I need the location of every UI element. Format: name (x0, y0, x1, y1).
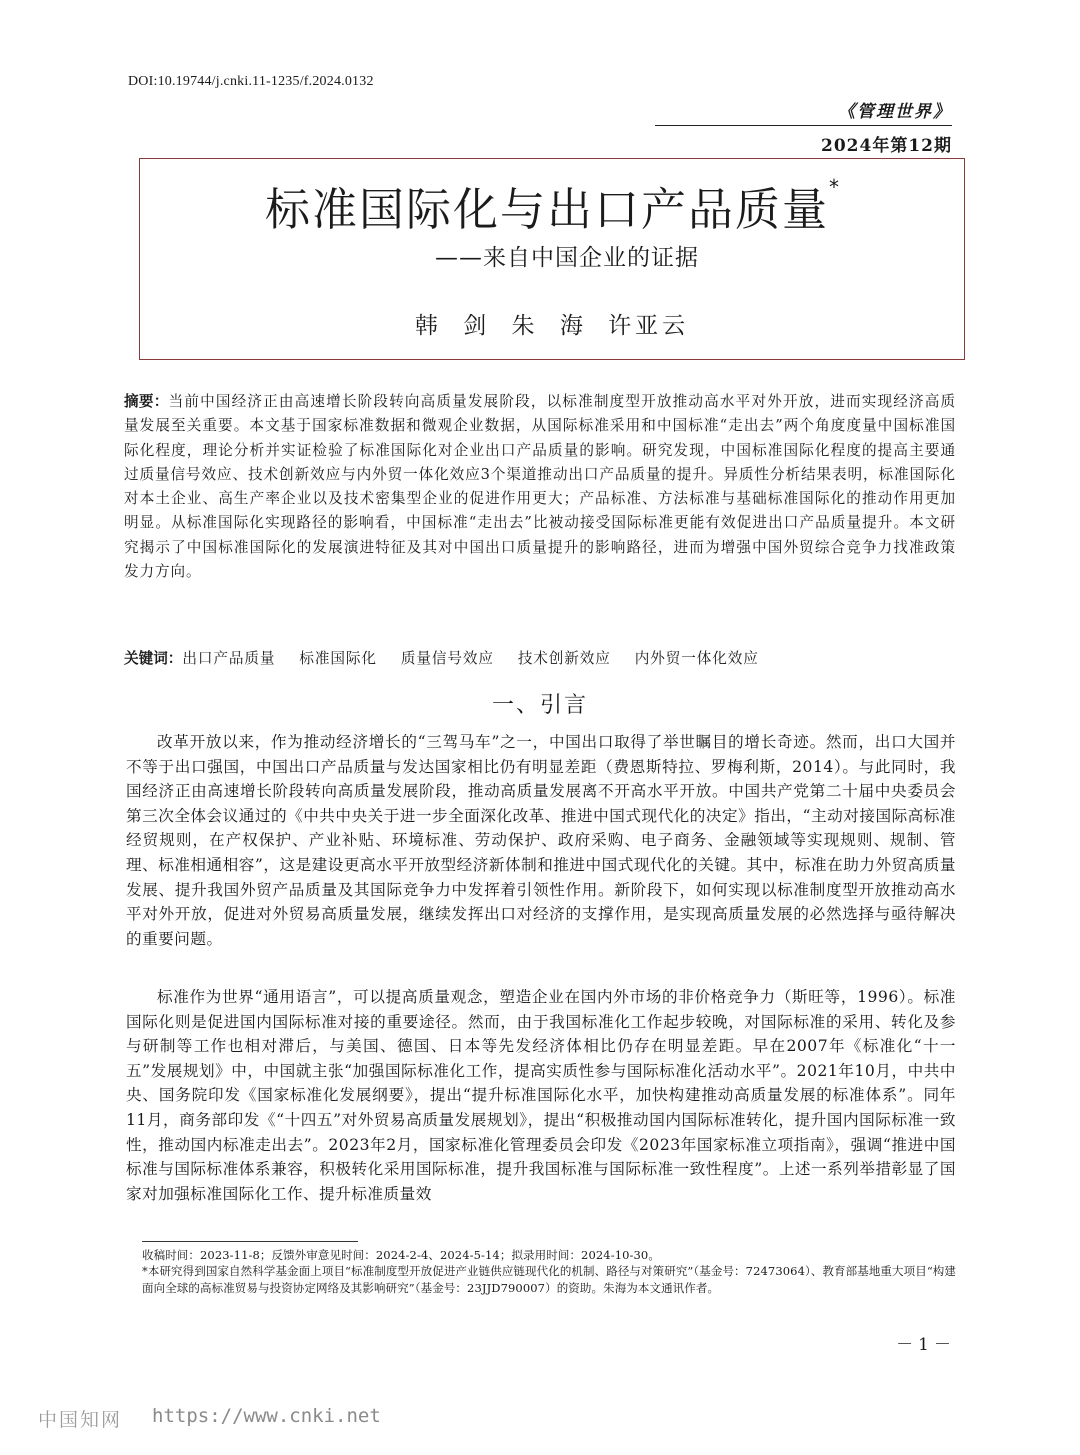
abstract (124, 390, 956, 584)
footnote-funding: *本研究得到国家自然科学基金面上项目“标准制度型开放促进产业链供应链现代化的机制、路径与对策研究”（基金号：72473064）、教育部基地重大项目“构建面向全球的高标准贸易与投资协定网络及其影响研究”（基金号：23JJD790007）的资助。朱海为本文通讯作者。 (142, 1264, 957, 1295)
author-name: 韩 (414, 313, 442, 339)
keyword: 质量信号效应 (400, 650, 494, 667)
keywords (124, 647, 956, 671)
section-heading: 一、引言 (491, 693, 588, 718)
body-paragraph: 标准作为世界“通用语言”，可以提高质量观念，塑造企业在国内外市场的非价格竞争力（斯旺等，1996）。标准国际化则是促进国内国际标准对接的重要途径。然而，由于我国标准化工作起步较晚，对国际标准的采用、转化及参与研制等工作也相对滞后，与美国、德国、日本等先发经济体相比仍存在明显差距。早在2007年《标准化“十一五”发展规划》中，中国就主张“加强国际标准化工作，提高实质性参与国际标准化活动水平”。2021年10月，中共中央、国务院印发《国家标准化发展纲要》，提出“提升标准国际化水平，加快构建推动高质量发展的标准体系”。同年11月，商务部印发《“十四五”对外贸易高质量发展规划》，提出“积极推动国内国际标准转化，提升国内国际标准一致性，推动国内标准走出去”。2023年2月，国家标准化管理委员会印发《2023年国家标准立项指南》，强调“推进中国标准与国际标准体系兼容，积极转化采用国际标准，提升我国标准与国际标准一致性程度”。上述一系列举措彰显了国家对加强标准国际化工作、提升标准质量效 (126, 988, 956, 1203)
journal-name: 《管理世界》 (838, 102, 952, 122)
keyword: 标准国际化 (299, 650, 377, 667)
watermark-site-name: 中国知网 (38, 1409, 123, 1431)
article-title-text: 标准国际化与出口产品质量 (264, 183, 829, 236)
abstract-label: 摘要： (124, 393, 169, 410)
keyword: 技术创新效应 (517, 650, 611, 667)
issue-number: 2024年第12期 (821, 136, 952, 156)
title-box (139, 158, 965, 360)
keywords-label: 关键词： (124, 650, 183, 667)
header-rule (655, 125, 952, 126)
page-number: －1－ (896, 1335, 956, 1355)
author-name: 许亚云 (608, 313, 690, 339)
article-subtitle: ——来自中国企业的证据 (435, 245, 699, 271)
author-list (140, 307, 964, 340)
article-title (140, 173, 964, 238)
footnote-received: 收稿时间：2023-11-8；反馈外审意见时间：2024-2-4、2024-5-14；拟录用时间：2024-10-30。 (142, 1248, 660, 1262)
footnote-rule (142, 1241, 358, 1242)
watermark-url: https://www.cnki.net (152, 1405, 381, 1427)
title-footnote-mark: * (829, 175, 839, 199)
author-name: 朱 (511, 313, 539, 339)
author-name: 剑 (463, 313, 491, 339)
keyword: 出口产品质量 (182, 650, 276, 667)
keyword: 内外贸一体化效应 (634, 650, 759, 667)
doi-line: DOI:10.19744/j.cnki.11-1235/f.2024.0132 (128, 74, 374, 89)
body-paragraph: 改革开放以来，作为推动经济增长的“三驾马车”之一，中国出口取得了举世瞩目的增长奇迹。然而，出口大国并不等于出口强国，中国出口产品质量与发达国家相比仍有明显差距（费恩斯特拉、罗梅利斯，2014）。与此同时，我国经济正由高速增长阶段转向高质量发展阶段，推动高质量发展离不开高水平开放。中国共产党第二十届中央委员会第三次全体会议通过的《中共中央关于进一步全面深化改革、推进中国式现代化的决定》指出，“主动对接国际高标准经贸规则，在产权保护、产业补贴、环境标准、劳动保护、政府采购、电子商务、金融领域等实现规则、规制、管理、标准相通相容”，这是建设更高水平开放型经济新体制和推进中国式现代化的关键。其中，标准在助力外贸高质量发展、提升我国外贸产品质量及其国际竞争力中发挥着引领性作用。新阶段下，如何实现以标准制度型开放推动高水平对外开放，促进对外贸易高质量发展，继续发挥出口对经济的支撑作用，是实现高质量发展的必然选择与亟待解决的重要问题。 (126, 733, 956, 948)
author-name: 海 (559, 313, 587, 339)
keyword-list (182, 650, 782, 667)
abstract-text: 当前中国经济正由高速增长阶段转向高质量发展阶段，以标准制度型开放推动高水平对外开放，进而实现经济高质量发展至关重要。本文基于国家标准数据和微观企业数据，从国际标准采用和中国标准“走出去”两个角度度量中国标准国际化程度，理论分析并实证检验了标准国际化对企业出口产品质量的影响。研究发现，中国标准国际化程度的提高主要通过质量信号效应、技术创新效应与内外贸一体化效应3个渠道推动出口产品质量的提升。异质性分析结果表明，标准国际化对本土企业、高生产率企业以及技术密集型企业的促进作用更大；产品标准、方法标准与基础标准国际化的推动作用更加明显。从标准国际化实现路径的影响看，中国标准“走出去”比被动接受国际标准更能有效促进出口产品质量提升。本文研究揭示了中国标准国际化的发展演进特征及其对中国出口质量提升的影响路径，进而为增强中国外贸综合竞争力找准政策发力方向。 (124, 393, 956, 581)
